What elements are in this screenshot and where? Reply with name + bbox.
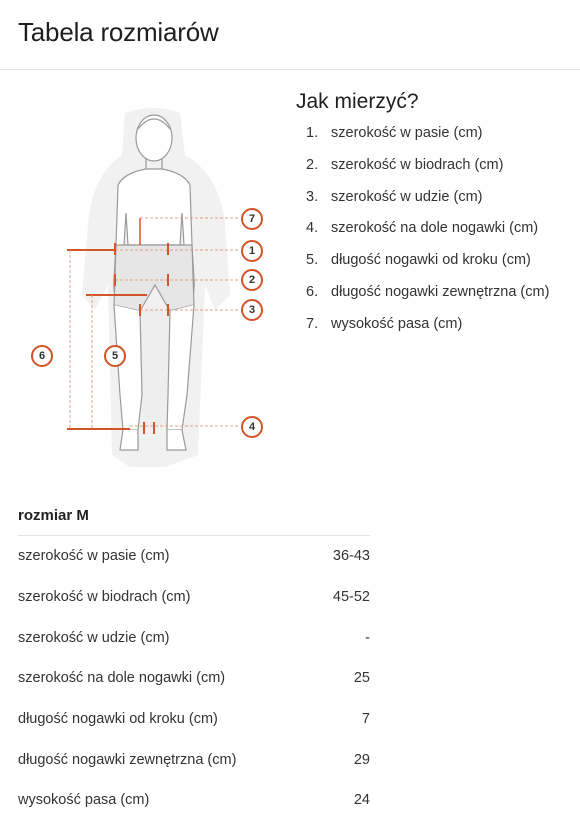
row-label: szerokość w pasie (cm) xyxy=(18,548,170,565)
size-table-header: rozmiar M xyxy=(18,502,370,536)
list-item-label: długość nogawki zewnętrzna (cm) xyxy=(331,283,550,300)
list-item-label: długość nogawki od kroku (cm) xyxy=(331,252,531,269)
row-label: szerokość w biodrach (cm) xyxy=(18,589,191,606)
list-item-label: szerokość w pasie (cm) xyxy=(331,125,483,141)
page-title: Tabela rozmiarów xyxy=(18,17,219,47)
list-item: 1. szerokość w pasie (cm) xyxy=(296,125,580,157)
row-value: 24 xyxy=(353,792,370,809)
how-to-measure-title: Jak mierzyć? xyxy=(296,90,419,113)
table-row xyxy=(18,617,370,658)
row-label: wysokość pasa (cm) xyxy=(18,792,150,809)
marker-5: 5 xyxy=(104,345,126,367)
row-label: długość nogawki zewnętrzna (cm) xyxy=(18,751,237,768)
list-item-label: wysokość pasa (cm) xyxy=(331,315,463,332)
size-table xyxy=(18,502,370,821)
list-item: 3. szerokość w udzie (cm) xyxy=(296,189,580,221)
table-row xyxy=(18,739,370,780)
measurement-list xyxy=(296,125,580,348)
row-label: długość nogawki od kroku (cm) xyxy=(18,711,218,728)
table-row xyxy=(18,699,370,740)
row-value: 36-43 xyxy=(332,548,370,565)
list-item-label: szerokość w biodrach (cm) xyxy=(331,156,504,173)
how-to-measure xyxy=(296,90,580,348)
marker-4: 4 xyxy=(241,416,263,438)
list-item: 7. wysokość pasa (cm) xyxy=(296,316,580,348)
marker-6: 6 xyxy=(31,345,53,367)
table-row xyxy=(18,536,370,577)
row-value: - xyxy=(365,629,370,646)
measurement-figure xyxy=(20,95,280,470)
list-item-label: szerokość na dole nogawki (cm) xyxy=(331,220,539,237)
row-value: 45-52 xyxy=(332,589,370,606)
row-value: 25 xyxy=(353,670,370,687)
table-row xyxy=(18,577,370,618)
row-label: szerokość w udzie (cm) xyxy=(18,629,170,646)
row-label: szerokość na dole nogawki (cm) xyxy=(18,670,226,687)
marker-2: 2 xyxy=(241,269,263,291)
list-item-label: szerokość w udzie (cm) xyxy=(331,188,483,205)
list-item: 2. szerokość w biodrach (cm) xyxy=(296,157,580,189)
page-header xyxy=(0,0,580,70)
table-row xyxy=(18,658,370,699)
list-item: 5. długość nogawki od kroku (cm) xyxy=(296,252,580,284)
marker-7: 7 xyxy=(241,208,263,230)
table-row xyxy=(18,780,370,821)
list-item: 4. szerokość na dole nogawki (cm) xyxy=(296,220,580,252)
row-value: 7 xyxy=(361,711,370,728)
list-item: 6. długość nogawki zewnętrzna (cm) xyxy=(296,284,580,316)
marker-1: 1 xyxy=(241,240,263,262)
row-value: 29 xyxy=(353,751,370,768)
marker-3: 3 xyxy=(241,299,263,321)
